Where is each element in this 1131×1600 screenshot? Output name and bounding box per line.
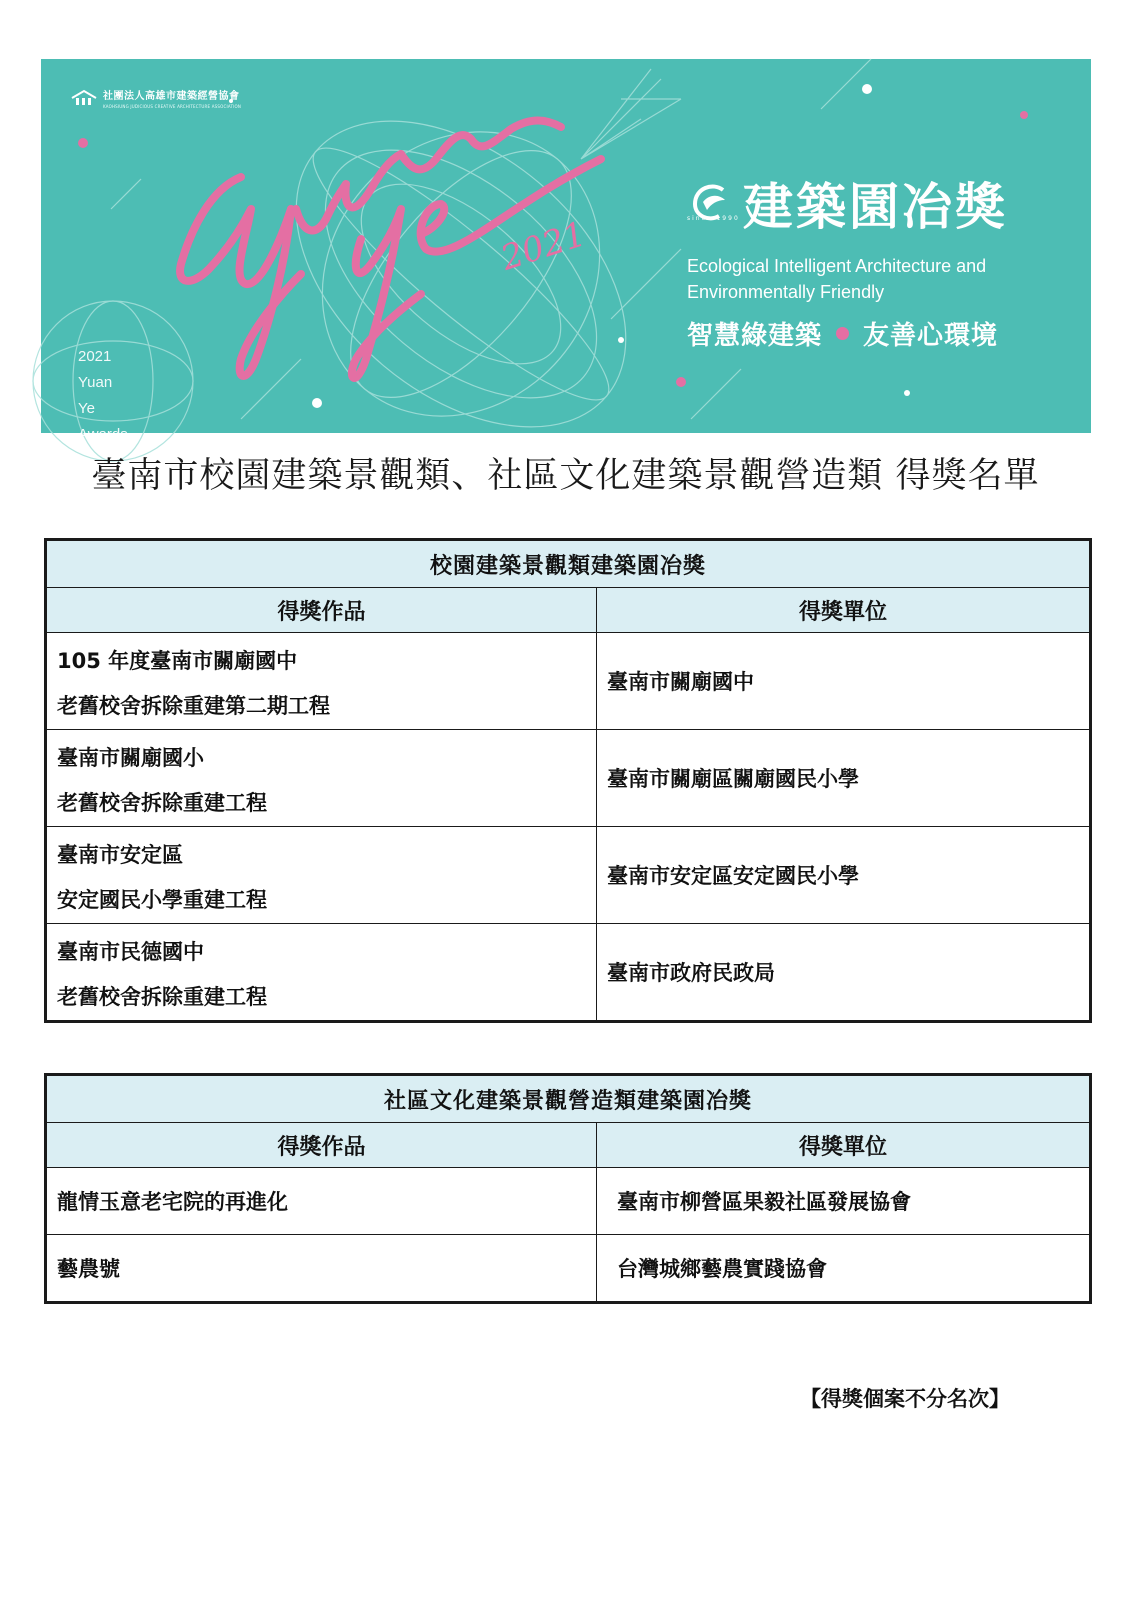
award-banner [41,59,1091,443]
org-english-name: KAOHSIUNG JUDICIOUS CREATIVE ARCHITECTURE ASSOCIATION [103,104,242,109]
ranking-note: 【得獎個案不分名次】 [800,1387,1010,1411]
script-year: 2021 [496,214,591,279]
work-cell: 藝農號 [46,1235,597,1303]
side-label-awards: Awards [78,426,128,443]
award-title-block [687,167,1077,352]
column-header-work: 得獎作品 [46,588,597,633]
work-cell [46,827,597,924]
award-slogan [687,315,1077,352]
table-row [46,730,1091,827]
column-header-unit: 得獎單位 [597,1123,1091,1168]
banner-side-label [78,344,128,448]
org-name: 社團法人高雄市建築經營協會 [103,91,240,102]
slogan-right: 友善心環境 [863,321,999,351]
slogan-left: 智慧綠建築 [687,321,823,351]
award-title: 建築園冶獎 [743,178,1008,236]
award-english-line-1: Ecological Intelligent Architecture and [687,256,987,276]
award-english-subtitle [687,253,1077,305]
work-cell [46,730,597,827]
org-header [71,87,241,109]
unit-cell: 臺南市柳營區果毅社區發展協會 [597,1168,1091,1235]
script-text: Yuan Ye [41,59,45,60]
work-line: 臺南市安定區 [57,843,183,867]
table-caption: 校園建築景觀類建築園冶獎 [46,540,1091,588]
page-title: 臺南市校園建築景觀類、社區文化建築景觀營造類 得獎名單 [91,456,1040,496]
table-row [46,1235,1091,1303]
column-header-unit: 得獎單位 [597,588,1091,633]
table-caption: 社區文化建築景觀營造類建築園冶獎 [46,1075,1091,1123]
unit-cell: 臺南市關廟區關廟國民小學 [597,730,1091,827]
work-cell [46,633,597,730]
unit-cell: 台灣城鄉藝農實踐協會 [597,1235,1091,1303]
award-english-line-2: Environmentally Friendly [687,282,885,302]
work-line: 105 年度臺南市關廟國中 [57,649,298,673]
work-line: 臺南市民德國中 [57,940,204,964]
work-line: 老舊校舍拆除重建第二期工程 [57,694,330,718]
side-label-ye: Ye [78,400,95,417]
column-header-work: 得獎作品 [46,1123,597,1168]
work-line: 老舊校舍拆除重建工程 [57,985,267,1009]
table-row [46,1168,1091,1235]
community-award-table [44,1073,1092,1304]
work-line: 老舊校舍拆除重建工程 [57,791,267,815]
work-cell: 龍情玉意老宅院的再進化 [46,1168,597,1235]
slogan-dot-icon [836,327,849,340]
award-since: since 1990 [687,215,740,222]
work-cell [46,924,597,1022]
unit-cell: 臺南市政府民政局 [597,924,1091,1022]
side-label-year: 2021 [78,348,112,365]
table-row [46,633,1091,730]
work-line: 安定國民小學重建工程 [57,888,267,912]
unit-cell: 臺南市安定區安定國民小學 [597,827,1091,924]
work-line: 臺南市關廟國小 [57,746,204,770]
table-row [46,924,1091,1022]
table-row [46,827,1091,924]
side-label-yuan: Yuan [78,374,113,391]
campus-award-table [44,538,1092,1023]
org-logo-icon [71,90,97,106]
unit-cell: 臺南市關廟國中 [597,633,1091,730]
